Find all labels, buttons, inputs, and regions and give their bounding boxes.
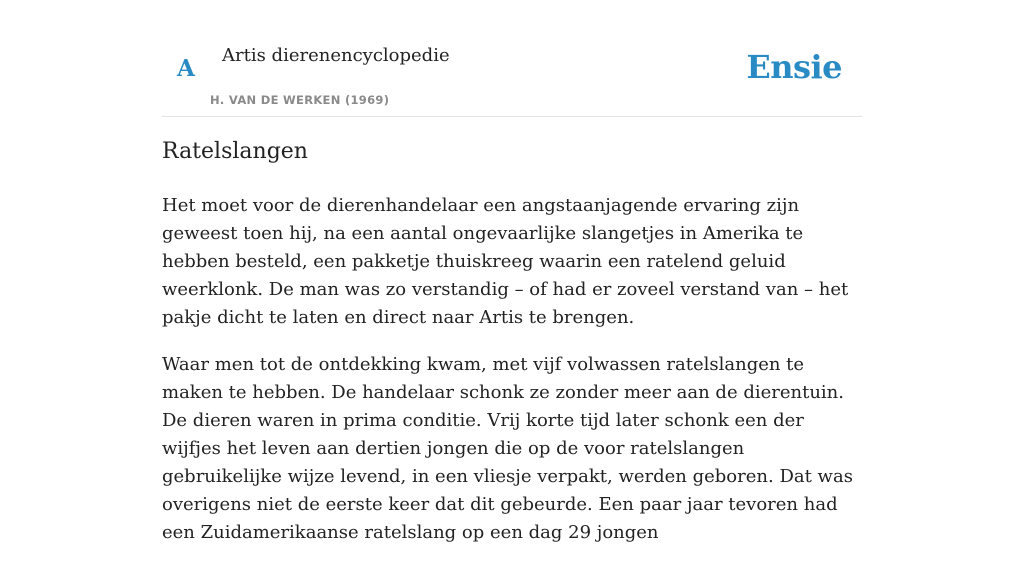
article-body xyxy=(162,192,862,566)
book-title[interactable]: Artis dierenencyclopedie xyxy=(222,45,450,66)
brand-logo[interactable]: Ensie xyxy=(746,48,842,86)
encyclopedia-badge[interactable]: A xyxy=(177,55,195,82)
header xyxy=(162,0,862,117)
article-paragraph: Waar men tot de ontdekking kwam, met vijf volwassen ratelslangen te maken te hebben. De handelaar schonk ze zonder meer aan de dierentuin. De dieren waren in prima conditie. Vrij korte tijd later schonk een der wijfjes het leven aan dertien jongen die op de voor ratelslangen gebruikelijke wijze levend, in een vliesje verpakt, werden geboren. Dat was overigens niet de eerste keer dat dit gebeurde. Een paar jaar tevoren had een Zuidamerikaanse ratelslang op een dag 29 jongen xyxy=(162,354,853,543)
author-line: H. VAN DE WERKEN (1969) xyxy=(210,93,390,107)
article-title: Ratelslangen xyxy=(162,139,308,164)
article-paragraph: Het moet voor de dierenhandelaar een angstaanjagende ervaring zijn geweest toen hij, na een aantal ongevaarlijke slangetjes in Amerika te hebben besteld, een pakketje thuiskreeg waarin een ratelend geluid weerklonk. De man was zo verstandig – of had er zoveel verstand van – het pakje dicht te laten en direct naar Artis te brengen. xyxy=(162,195,849,328)
